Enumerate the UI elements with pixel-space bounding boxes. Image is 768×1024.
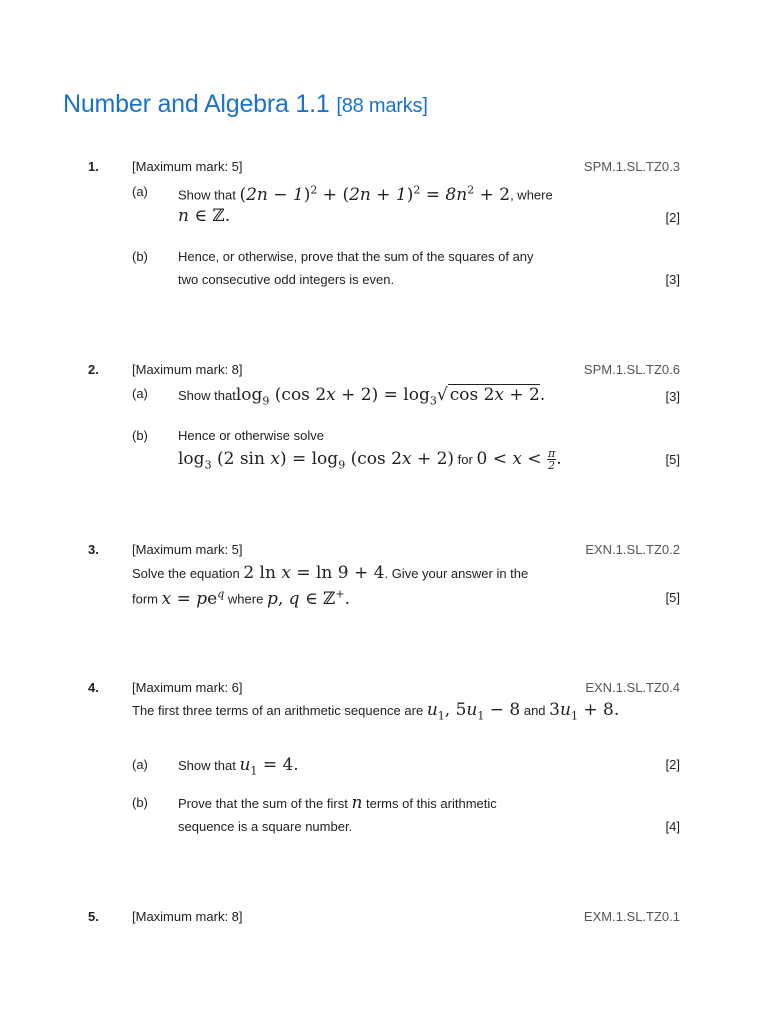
part-text-cont: n ∈ ℤ. bbox=[178, 206, 231, 226]
part-label: (a) bbox=[132, 757, 148, 772]
max-mark: [Maximum mark: 5] bbox=[132, 542, 243, 557]
equation: $\log_9 (\cos$ $2x + 2) = \log_3√$ cos 2x + 2. bbox=[235, 385, 546, 408]
question-code: SPM.1.SL.TZ0.6 bbox=[583, 362, 680, 377]
question-text-cont: form $x = pe^q$ where p, q ∈ ℤ+. bbox=[132, 587, 350, 609]
page-title: Number and Algebra 1.1 [88 marks] bbox=[63, 90, 428, 118]
question-number: 2. bbox=[88, 362, 99, 377]
part-label: (b) bbox=[132, 795, 148, 810]
part-label: (b) bbox=[132, 428, 148, 443]
part-text-cont: two consecutive odd integers is even. bbox=[178, 272, 395, 287]
question-text: The first three terms of an arithmetic sequence are $u_1$, $5u_1 - 8$ and $3u_1 + 8$. bbox=[132, 700, 620, 723]
max-mark: [Maximum mark: 8] bbox=[132, 909, 243, 924]
part-text: Show that $u_1 = 4$. bbox=[178, 755, 299, 778]
question-number: 5. bbox=[88, 909, 99, 924]
question-code: EXN.1.SL.TZ0.4 bbox=[585, 680, 680, 695]
part-text-cont: $\log_3 (2$ $\sin x) = \log_9 (\cos$ 2x + 2) for 0 < x < $\frac{\pi}{2}$ . bbox=[178, 447, 562, 472]
part-label: (b) bbox=[132, 249, 148, 264]
part-text: Hence, or otherwise, prove that the sum of the squares of any bbox=[178, 249, 534, 264]
max-mark: [Maximum mark: 8] bbox=[132, 362, 243, 377]
part-text: Prove that the sum of the first n terms of this arithmetic bbox=[178, 793, 497, 813]
question-code: EXM.1.SL.TZ0.1 bbox=[583, 909, 680, 924]
question-code: SPM.1.SL.TZ0.3 bbox=[583, 159, 680, 174]
question-number: 3. bbox=[88, 542, 99, 557]
equation: 2 ln x = ln 9 + 4 bbox=[243, 563, 385, 583]
total-marks: [88 marks] bbox=[336, 95, 428, 117]
part-marks: [4] bbox=[665, 819, 680, 834]
question-text: Solve the equation 2 ln x = ln 9 + 4. Give your answer in the bbox=[132, 563, 529, 583]
part-marks: [3] bbox=[665, 272, 680, 287]
part-text: Hence or otherwise solve bbox=[178, 428, 324, 443]
question-number: 1. bbox=[88, 159, 99, 174]
part-marks: [3] bbox=[665, 389, 680, 404]
part-text-cont: sequence is a square number. bbox=[178, 819, 353, 834]
part-label: (a) bbox=[132, 386, 148, 401]
part-marks: [2] bbox=[665, 757, 680, 772]
part-label: (a) bbox=[132, 184, 148, 199]
part-marks: [2] bbox=[665, 210, 680, 225]
equation: $(2n - 1)^2 + (2n + 1)^2 = 8n^2 + 2$ bbox=[239, 183, 511, 205]
max-mark: [Maximum mark: 5] bbox=[132, 159, 243, 174]
part-text: Show thatlog$_9$ (cos $2x + 2) = \log_3√$ cos 2x + 2. bbox=[178, 385, 546, 408]
part-marks: [5] bbox=[665, 452, 680, 467]
question-number: 4. bbox=[88, 680, 99, 695]
question-marks: [5] bbox=[665, 590, 680, 605]
max-mark: [Maximum mark: 6] bbox=[132, 680, 243, 695]
question-code: EXN.1.SL.TZ0.2 bbox=[585, 542, 680, 557]
part-text: Show that $(2n - 1)^2 + (2n + 1)^2 = 8n^2 + 2$, where bbox=[178, 183, 553, 205]
equation: $\log_3 (2$ $\sin x) = \log_9 (\cos$ 2x + 2) bbox=[178, 449, 455, 472]
